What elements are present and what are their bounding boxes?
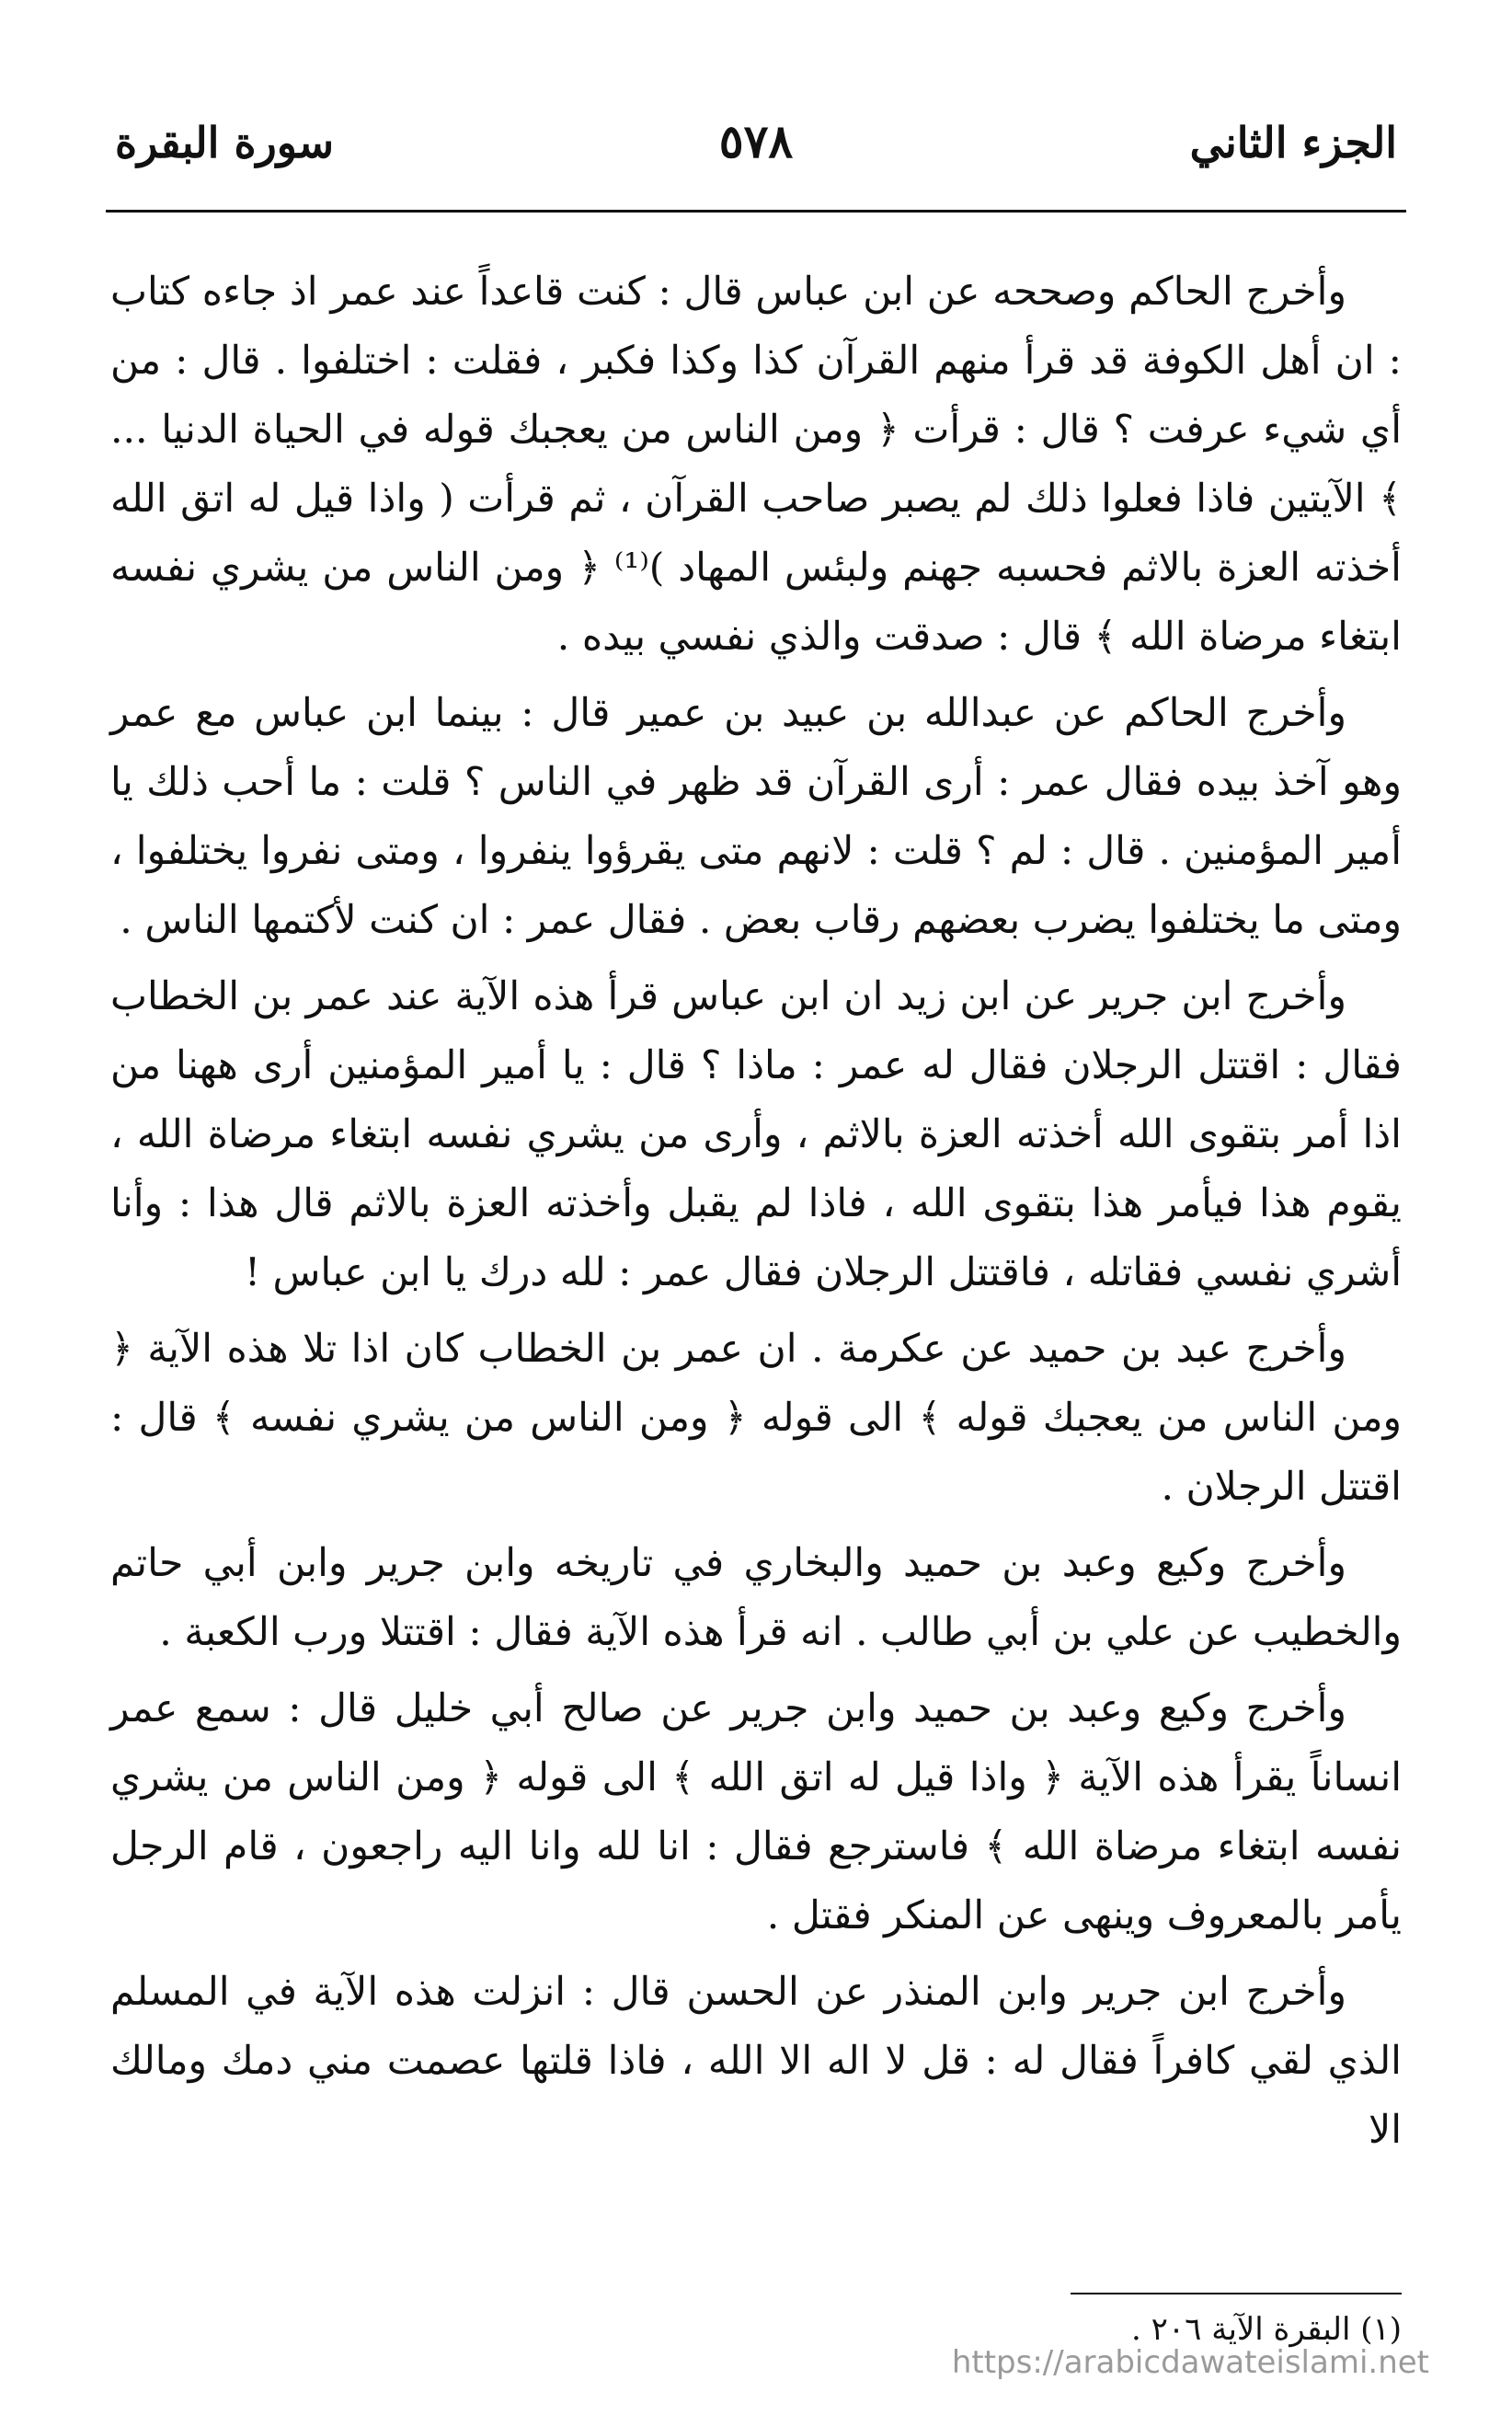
header-divider (106, 210, 1406, 213)
page-header (106, 109, 1406, 182)
paragraph: وأخرج الحاكم عن عبدالله بن عبيد بن عمير قال : بينما ابن عباس مع عمر وهو آخذ بيده فقال عمر : أرى القرآن قد ظهر في الناس ؟ قلت : ما أحب ذلك يا أمير المؤمنين . قال : لم ؟ قلت : لانهم متى يقرؤوا ينفروا ، ومتى نفروا يختلفوا ، ومتى ما يختلفوا يضرب بعضهم رقاب بعض . فقال عمر : ان كنت لأكتمها الناس . (110, 691, 1402, 943)
part-title: الجزء الثاني (1189, 118, 1397, 167)
footnote-divider (1071, 2293, 1402, 2294)
paragraph: وأخرج وكيع وعبد بن حميد وابن جرير عن صالح أبي خليل قال : سمع عمر انساناً يقرأ هذه الآية ﴿ واذا قيل له اتق الله ﴾ الى قوله ﴿ ومن الناس من يشري نفسه ابتغاء مرضاة الله ﴾ فاسترجع فقال : انا لله وانا اليه راجعون ، قام الرجل يأمر بالمعروف وينهى عن المنكر فقتل . (110, 1686, 1402, 1938)
watermark-url: https://arabicdawateislami.net (951, 2344, 1429, 2381)
paragraph: وأخرج ابن جرير عن ابن زيد ان ابن عباس قرأ هذه الآية عند عمر بن الخطاب فقال : اقتتل الرجلان فقال له عمر : ماذا ؟ قال : يا أمير المؤمنين أرى ههنا من اذا أمر بتقوى الله أخذته العزة بالاثم ، وأرى من يشري نفسه ابتغاء مرضاة الله ، يقوم هذا فيأمر هذا بتقوى الله ، فاذا لم يقبل وأخذته العزة بالاثم قال هذا : وأنا أشري نفسي فقاتله ، فاقتتل الرجلان فقال عمر : لله درك يا ابن عباس ! (110, 974, 1402, 1295)
paragraph: وأخرج وكيع وعبد بن حميد والبخاري في تاريخه وابن جرير وابن أبي حاتم والخطيب عن علي بن أبي طالب . انه قرأ هذه الآية فقال : اقتتلا ورب الكعبة . (110, 1541, 1402, 1655)
footnote: (١) البقرة الآية ٢٠٦ . (1130, 2311, 1402, 2348)
page-number: ٥٧٨ (718, 114, 794, 168)
paragraph: وأخرج الحاكم وصححه عن ابن عباس قال : كنت قاعداً عند عمر اذ جاءه كتاب : ان أهل الكوفة قد قرأ منهم القرآن كذا وكذا فكبر ، فقلت : اختلفوا . قال : من أي شيء عرفت ؟ قال : قرأت ﴿ ومن الناس من يعجبك قوله في الحياة الدنيا ... ﴾ الآيتين فاذا فعلوا ذلك لم يصبر صاحب القرآن ، ثم قرأت ( واذا قيل له اتق الله أخذته العزة بالاثم فحسبه جهنم ولبئس المهاد )⁽¹⁾ ﴿ ومن الناس من يشري نفسه ابتغاء مرضاة الله ﴾ قال : صدقت والذي نفسي بيده . (110, 270, 1402, 660)
paragraph: وأخرج عبد بن حميد عن عكرمة . ان عمر بن الخطاب كان اذا تلا هذه الآية ﴿ ومن الناس من يعجبك قوله ﴾ الى قوله ﴿ ومن الناس من يشري نفسه ﴾ قال : اقتتل الرجلان . (110, 1327, 1402, 1510)
paragraph: وأخرج ابن جرير وابن المنذر عن الحسن قال : انزلت هذه الآية في المسلم الذي لقي كافراً فقال له : قل لا اله الا الله ، فاذا قلتها عصمت مني دمك ومالك الا (110, 1970, 1402, 2153)
surah-title: سورة البقرة (115, 118, 335, 167)
main-text (110, 258, 1402, 2172)
